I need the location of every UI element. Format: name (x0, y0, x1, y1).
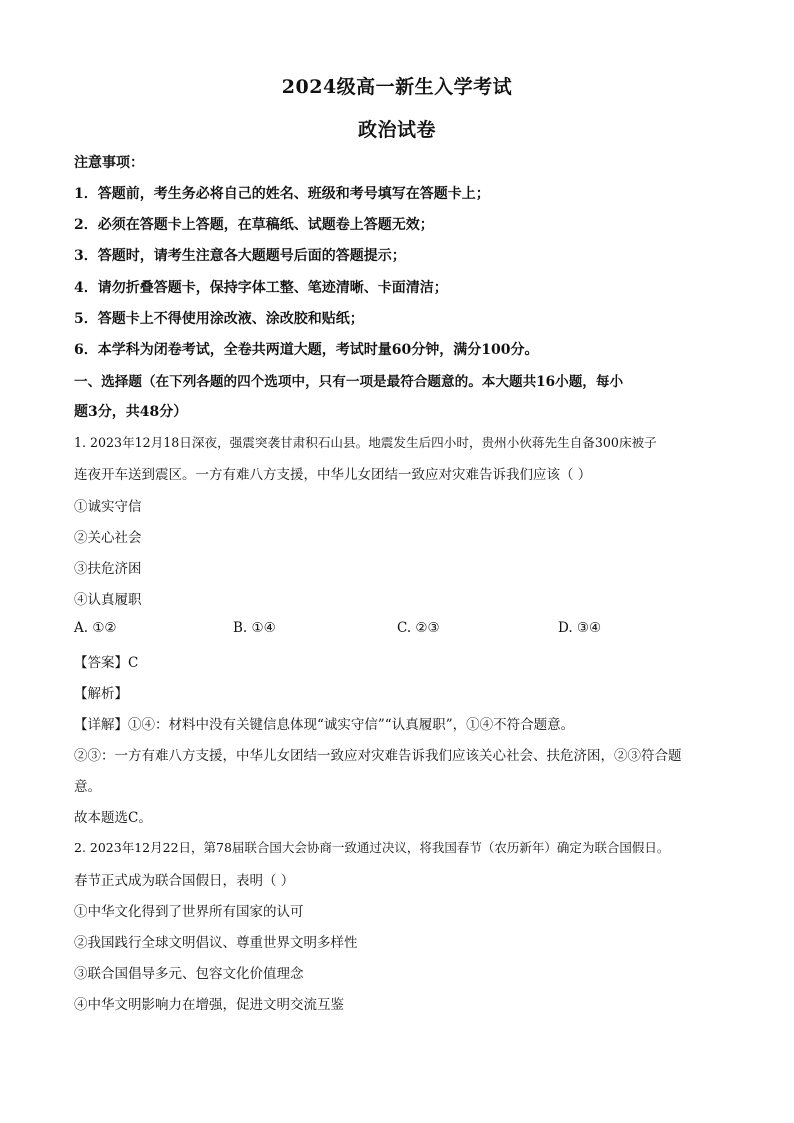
question-1-option-b: B. ①④ (233, 620, 276, 636)
question-1-item: ①诚实守信 (74, 499, 142, 515)
question-2-stem-cont: 春节正式成为联合国假日，表明（ ） (74, 873, 295, 889)
section-heading-cont: 题3分，共48分） (74, 404, 188, 420)
question-1-item: ④认真履职 (74, 592, 142, 608)
question-1-stem: 1. 2023年12月18日深夜，强震突袭甘肃积石山县。地震发生后四小时，贵州小伙蒋先生自备300床被子 (74, 435, 657, 450)
question-1-option-a: A. ①② (74, 620, 117, 636)
question-1-analysis: 【解析】 (74, 686, 128, 702)
question-1-detail-end: 意。 (74, 779, 101, 795)
notice-item: 3．答题时，请考生注意各大题题号后面的答题提示； (74, 248, 406, 264)
notice-item: 2．必须在答题卡上答题，在草稿纸、试题卷上答题无效； (74, 217, 434, 233)
question-1-item: ③扶危济困 (74, 561, 142, 577)
question-1-answer: 【答案】C (74, 655, 139, 671)
question-2-item: ①中华文化得到了世界所有国家的认可 (74, 904, 304, 920)
question-1-option-c: C. ②③ (397, 620, 440, 636)
notice-item: 5．答题卡上不得使用涂改液、涂改胶和贴纸； (74, 311, 364, 327)
question-2-item: ④中华文明影响力在增强，促进文明交流互鉴 (74, 997, 344, 1013)
question-2-item: ②我国践行全球文明倡议、尊重世界文明多样性 (74, 935, 358, 951)
exam-title: 2024级高一新生入学考试 (281, 76, 513, 98)
question-2-item: ③联合国倡导多元、包容文化价值理念 (74, 966, 304, 982)
question-1-stem-cont: 连夜开车送到震区。一方有难八方支援，中华儿女团结一致应对灾难告诉我们应该（ ） (74, 467, 592, 483)
question-1-conclusion: 故本题选C。 (74, 810, 152, 826)
question-1-detail: 【详解】①④：材料中没有关键信息体现“诚实守信”“认真履职”，①④不符合题意。 (74, 717, 575, 733)
question-1-option-d: D. ③④ (558, 620, 602, 636)
section-heading: 一、选择题（在下列各题的四个选项中，只有一项是最符合题意的。本大题共16小题，每小 (74, 374, 624, 390)
exam-subtitle: 政治试卷 (357, 119, 436, 141)
notice-item: 4．请勿折叠答题卡，保持字体工整、笔迹清晰、卡面清洁； (74, 280, 448, 296)
question-1-item: ②关心社会 (74, 530, 142, 546)
notice-heading: 注意事项： (74, 155, 144, 171)
notice-item: 1．答题前，考生务必将自己的姓名、班级和考号填写在答题卡上； (74, 186, 490, 202)
notice-item: 6．本学科为闭卷考试，全卷共两道大题，考试时量60分钟，满分100分。 (74, 342, 539, 358)
question-2-stem: 2. 2023年12月22日，第78届联合国大会协商一致通过决议，将我国春节（农历新年）确定为联合国假日。 (74, 840, 670, 855)
question-1-detail-cont: ②③：一方有难八方支援，中华儿女团结一致应对灾难告诉我们应该关心社会、扶危济困，②③符合题 (74, 748, 682, 764)
